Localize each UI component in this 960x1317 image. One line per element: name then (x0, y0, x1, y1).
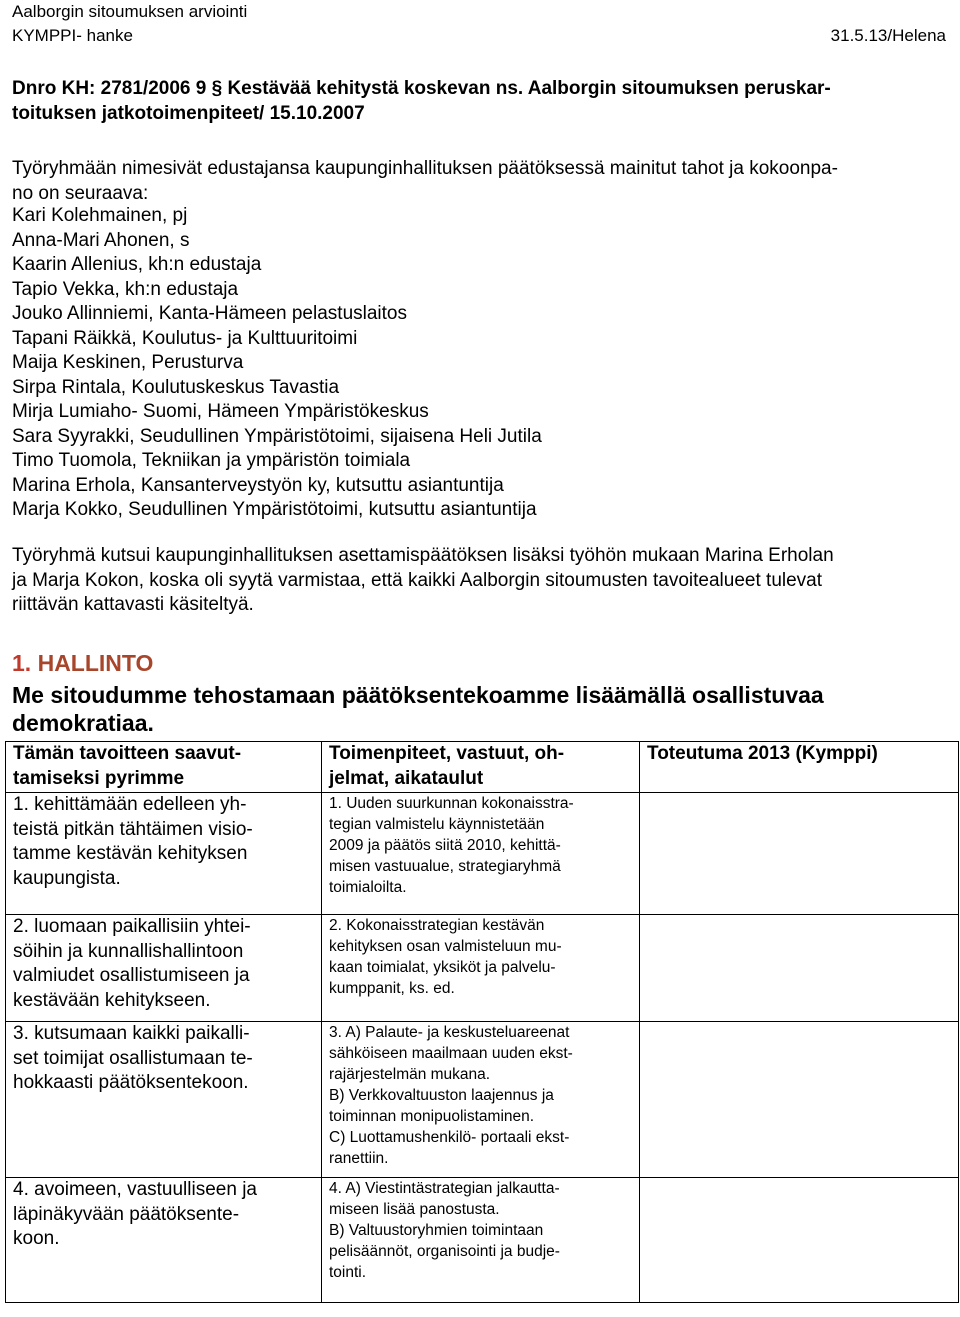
action-cell (322, 915, 640, 1022)
closing-paragraph (12, 544, 947, 618)
closing-line-3: riittävän kattavasti käsiteltyä. (12, 594, 254, 615)
goal-line: läpinäkyvään päätöksente- (13, 1203, 240, 1225)
action-line: 4. A) Viestintästrategian jalkautta- (329, 1180, 560, 1197)
header-results (640, 742, 959, 793)
header-actions-line: jelmat, aikataulut (329, 767, 484, 789)
header-results-line: Toteutuma 2013 (Kymppi) (647, 743, 878, 764)
action-line: B) Valtuustoryhmien toimintaan (329, 1222, 544, 1239)
header-actions (322, 742, 640, 793)
member-item: Tapio Vekka, kh:n edustaja (12, 278, 239, 300)
goal-line: 4. avoimeen, vastuulliseen ja (13, 1179, 257, 1200)
action-line: toimialoilta. (329, 879, 407, 896)
title-line-1: Dnro KH: 2781/2006 9 § Kestävää kehitystä koskevan ns. Aalborgin sitoumuksen peruskar- (12, 78, 831, 99)
action-line: kehityksen osan valmisteluun mu- (329, 938, 562, 955)
action-cell (322, 793, 640, 915)
goal-line: hokkaasti päätöksentekoon. (13, 1072, 249, 1093)
member-item: Maija Keskinen, Perusturva (12, 352, 244, 373)
commitment-line-1: Me sitoudumme tehostamaan päätöksentekoamme lisäämällä osallistuvaa (12, 682, 824, 708)
member-item: Jouko Allinniemi, Kanta-Hämeen pelastuslaitos (12, 303, 407, 324)
section-heading (12, 650, 153, 677)
member-list (12, 204, 542, 523)
action-line: rajärjestelmän mukana. (329, 1066, 491, 1083)
action-line: C) Luottamushenkilö- portaali ekst- (329, 1129, 570, 1146)
intro-paragraph (12, 157, 947, 206)
action-line: miseen lisää panostusta. (329, 1201, 500, 1218)
member-item: Anna-Mari Ahonen, s (12, 229, 190, 251)
goal-cell (6, 1022, 322, 1178)
document-title (12, 76, 942, 126)
closing-line-1: Työryhmä kutsui kaupunginhallituksen asettamispäätöksen lisäksi työhön mukaan Marina Erholan (12, 545, 834, 566)
title-line-2: toituksen jatkotoimenpiteet/ 15.10.2007 (12, 103, 365, 124)
goal-line: kestävään kehitykseen. (13, 989, 211, 1011)
action-line: kaan toimialat, yksiköt ja palvelu- (329, 959, 556, 976)
header-goals-line: Tämän tavoitteen saavut- (13, 743, 242, 764)
action-cell (322, 1022, 640, 1178)
action-line: 2009 ja päätös siitä 2010, kehittä- (329, 837, 561, 854)
table-header-row (6, 742, 959, 793)
goal-line: 3. kutsumaan kaikki paikalli- (13, 1023, 250, 1044)
member-item: Kaarin Allenius, kh:n edustaja (12, 254, 262, 275)
action-line: toiminnan monipuolistaminen. (329, 1108, 535, 1125)
action-line: 2. Kokonaisstrategian kestävän (329, 917, 545, 934)
action-line: misen vastuualue, strategiaryhmä (329, 858, 561, 875)
result-cell (640, 915, 959, 1022)
closing-line-2: ja Marja Kokon, koska oli syytä varmistaa, että kaikki Aalborgin sitoumusten tavoitealueet tulevat (12, 569, 823, 591)
member-item: Kari Kolehmainen, pj (12, 205, 188, 226)
goal-line: tamme kestävän kehityksen (13, 843, 248, 864)
goal-line: kaupungista. (13, 867, 121, 889)
action-line: sähköiseen maailmaan uuden ekst- (329, 1045, 573, 1062)
header-date: 31.5.13/Helena (830, 26, 946, 45)
member-item: Sirpa Rintala, Koulutuskeskus Tavastia (12, 376, 340, 398)
action-cell (322, 1178, 640, 1303)
header-title: Aalborgin sitoumuksen arviointi (12, 2, 248, 21)
action-line: tegian valmistelu käynnistetään (329, 816, 545, 833)
goal-cell (6, 1178, 322, 1303)
table-row (6, 1022, 959, 1178)
table-row (6, 915, 959, 1022)
member-item: Timo Tuomola, Tekniikan ja ympäristön toimiala (12, 450, 411, 471)
goal-line: söihin ja kunnallishallintoon (13, 940, 244, 962)
action-line: B) Verkkovaltuuston laajennus ja (329, 1087, 554, 1104)
goal-cell (6, 915, 322, 1022)
member-item: Marja Kokko, Seudullinen Ympäristötoimi, kutsuttu asiantuntija (12, 499, 537, 520)
member-item: Sara Syyrakki, Seudullinen Ympäristötoimi, sijaisena Heli Jutila (12, 425, 542, 447)
goal-cell (6, 793, 322, 915)
action-line: pelisäännöt, organisointi ja budje- (329, 1243, 560, 1260)
result-cell (640, 1022, 959, 1178)
commitment-line-2: demokratiaa. (12, 710, 154, 736)
intro-line-2: no on seuraava: (12, 182, 149, 204)
section-label: HALLINTO (37, 650, 154, 676)
goal-line: koon. (13, 1228, 60, 1249)
result-cell (640, 793, 959, 915)
header-goals (6, 742, 322, 793)
table-row (6, 793, 959, 915)
member-item: Tapani Räikkä, Koulutus- ja Kulttuuritoimi (12, 327, 358, 349)
table-row (6, 1178, 959, 1303)
goal-line: 1. kehittämään edelleen yh- (13, 794, 247, 815)
member-item: Marina Erhola, Kansanterveystyön ky, kutsuttu asiantuntija (12, 474, 504, 496)
goals-table (5, 741, 959, 1303)
action-line: kumppanit, ks. ed. (329, 980, 455, 997)
goal-line: 2. luomaan paikallisiin yhtei- (13, 916, 251, 937)
commitment-statement (12, 681, 947, 737)
member-item: Mirja Lumiaho- Suomi, Hämeen Ympäristökeskus (12, 401, 429, 422)
action-line: 1. Uuden suurkunnan kokonaisstra- (329, 795, 574, 812)
action-line: 3. A) Palaute- ja keskusteluareenat (329, 1024, 570, 1041)
goal-line: valmiudet osallistumiseen ja (13, 965, 250, 986)
action-line: tointi. (329, 1264, 367, 1281)
result-cell (640, 1178, 959, 1303)
goal-line: teistä pitkän tähtäimen visio- (13, 818, 253, 840)
header-actions-line: Toimenpiteet, vastuut, oh- (329, 743, 565, 764)
goal-line: set toimijat osallistumaan te- (13, 1047, 253, 1069)
header-goals-line: tamiseksi pyrimme (13, 767, 185, 789)
intro-line-1: Työryhmään nimesivät edustajansa kaupunginhallituksen päätöksessä mainitut tahot ja kokoonpa- (12, 158, 838, 179)
action-line: ranettiin. (329, 1150, 389, 1167)
section-number: 1. (12, 650, 32, 676)
header-project: KYMPPI- hanke (12, 26, 133, 45)
